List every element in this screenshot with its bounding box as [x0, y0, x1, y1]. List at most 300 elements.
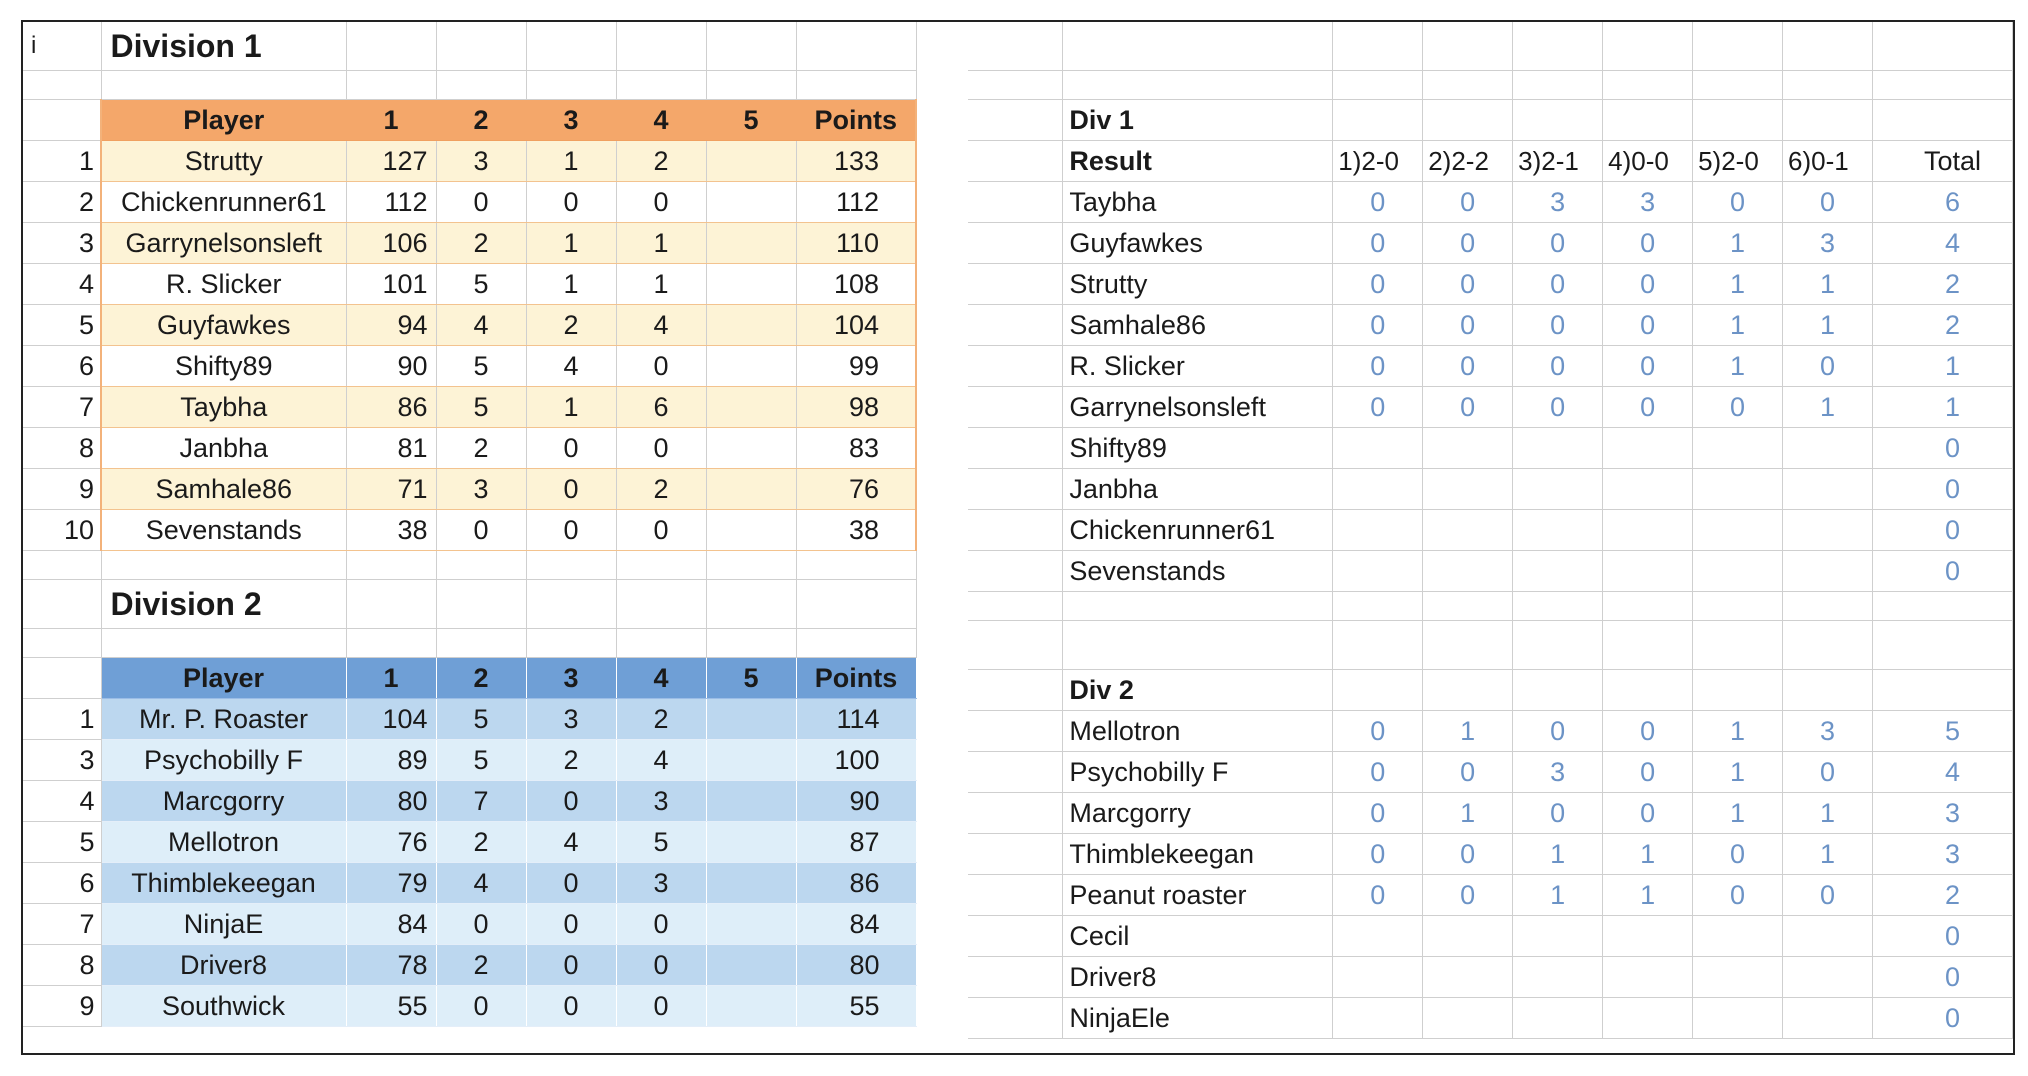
points-cell[interactable]: 83 — [796, 428, 916, 469]
points-cell[interactable]: 104 — [796, 305, 916, 346]
player-name-cell[interactable]: Marcgorry — [1063, 793, 1333, 834]
empty-cell[interactable] — [968, 469, 1063, 510]
empty-cell[interactable] — [1333, 100, 1423, 141]
result-6-cell[interactable]: 1 — [1783, 264, 1873, 305]
round-2-score-cell[interactable]: 0 — [436, 986, 526, 1027]
empty-cell[interactable] — [1063, 621, 1333, 670]
round-1-score-cell[interactable]: 81 — [346, 428, 436, 469]
rank-cell[interactable]: 6 — [23, 863, 101, 904]
result-3-cell[interactable] — [1513, 469, 1603, 510]
result-3-cell[interactable]: 0 — [1513, 711, 1603, 752]
empty-cell[interactable] — [706, 580, 796, 629]
result-1-cell[interactable]: 0 — [1333, 223, 1423, 264]
points-cell[interactable]: 76 — [796, 469, 916, 510]
result-1-cell[interactable] — [1333, 957, 1423, 998]
result-1-cell[interactable] — [1333, 428, 1423, 469]
result-6-cell[interactable] — [1783, 428, 1873, 469]
round-1-score-cell[interactable]: 101 — [346, 264, 436, 305]
round-2-score-cell[interactable]: 5 — [436, 740, 526, 781]
round-4-score-cell[interactable]: 0 — [616, 510, 706, 551]
rank-cell[interactable]: 8 — [23, 945, 101, 986]
round-2-score-cell[interactable]: 4 — [436, 305, 526, 346]
result-1-cell[interactable] — [1333, 510, 1423, 551]
empty-cell[interactable] — [1603, 100, 1693, 141]
empty-cell[interactable] — [968, 875, 1063, 916]
points-cell[interactable]: 133 — [796, 141, 916, 182]
round-5-score-cell[interactable] — [706, 141, 796, 182]
total-cell[interactable]: 2 — [1872, 264, 2012, 305]
total-cell[interactable]: 2 — [1872, 305, 2012, 346]
round-4-score-cell[interactable]: 4 — [616, 305, 706, 346]
result-6-cell[interactable]: 1 — [1783, 305, 1873, 346]
empty-cell[interactable] — [796, 629, 916, 658]
result-1-cell[interactable] — [1333, 998, 1423, 1039]
empty-cell[interactable] — [968, 711, 1063, 752]
round-5-score-cell[interactable] — [706, 781, 796, 822]
points-cell[interactable]: 86 — [796, 863, 916, 904]
round-5-score-cell[interactable] — [706, 863, 796, 904]
round-1-score-cell[interactable]: 104 — [346, 699, 436, 740]
empty-cell[interactable] — [968, 834, 1063, 875]
round-3-score-cell[interactable]: 0 — [526, 945, 616, 986]
result-4-cell[interactable]: 0 — [1603, 752, 1693, 793]
result-1-cell[interactable]: 0 — [1333, 711, 1423, 752]
result-4-cell[interactable] — [1603, 551, 1693, 592]
result-3-cell[interactable]: 0 — [1513, 346, 1603, 387]
empty-cell[interactable] — [968, 998, 1063, 1039]
points-cell[interactable]: 112 — [796, 182, 916, 223]
player-name-cell[interactable]: Strutty — [101, 141, 346, 182]
result-2-cell[interactable]: 0 — [1423, 305, 1513, 346]
total-cell[interactable]: 2 — [1872, 875, 2012, 916]
empty-cell[interactable] — [1783, 71, 1873, 100]
empty-cell[interactable] — [1333, 592, 1423, 621]
player-name-cell[interactable]: Shifty89 — [1063, 428, 1333, 469]
total-cell[interactable]: 0 — [1872, 957, 2012, 998]
empty-cell[interactable] — [1693, 22, 1783, 71]
empty-cell[interactable] — [1872, 621, 2012, 670]
total-cell[interactable]: 6 — [1872, 182, 2012, 223]
result-4-cell[interactable] — [1603, 957, 1693, 998]
result-3-cell[interactable]: 0 — [1513, 387, 1603, 428]
round-5-score-cell[interactable] — [706, 699, 796, 740]
empty-cell[interactable] — [1693, 670, 1783, 711]
result-4-cell[interactable] — [1603, 510, 1693, 551]
points-cell[interactable]: 87 — [796, 822, 916, 863]
round-1-score-cell[interactable]: 80 — [346, 781, 436, 822]
result-5-cell[interactable]: 1 — [1693, 223, 1783, 264]
result-6-cell[interactable]: 1 — [1783, 834, 1873, 875]
empty-cell[interactable] — [1603, 71, 1693, 100]
round-1-score-cell[interactable]: 55 — [346, 986, 436, 1027]
player-name-cell[interactable]: Taybha — [1063, 182, 1333, 223]
result-4-cell[interactable]: 0 — [1603, 711, 1693, 752]
result-3-cell[interactable]: 0 — [1513, 305, 1603, 346]
result-2-cell[interactable]: 1 — [1423, 711, 1513, 752]
result-4-cell[interactable]: 1 — [1603, 875, 1693, 916]
result-2-cell[interactable] — [1423, 998, 1513, 1039]
round-3-score-cell[interactable]: 2 — [526, 740, 616, 781]
empty-cell[interactable] — [1783, 22, 1873, 71]
round-5-score-cell[interactable] — [706, 428, 796, 469]
round-4-score-cell[interactable]: 0 — [616, 182, 706, 223]
result-5-cell[interactable] — [1693, 510, 1783, 551]
player-name-cell[interactable]: Thimblekeegan — [101, 863, 346, 904]
result-1-cell[interactable]: 0 — [1333, 305, 1423, 346]
empty-cell[interactable] — [23, 100, 101, 141]
result-5-cell[interactable]: 1 — [1693, 264, 1783, 305]
round-4-score-cell[interactable]: 0 — [616, 346, 706, 387]
total-cell[interactable]: 1 — [1872, 346, 2012, 387]
empty-cell[interactable] — [968, 551, 1063, 592]
result-3-cell[interactable]: 0 — [1513, 264, 1603, 305]
rank-cell[interactable]: 3 — [23, 223, 101, 264]
empty-cell[interactable] — [968, 670, 1063, 711]
empty-cell[interactable] — [346, 22, 436, 71]
empty-cell[interactable] — [968, 592, 1063, 621]
empty-cell[interactable] — [1603, 621, 1693, 670]
result-1-cell[interactable]: 0 — [1333, 793, 1423, 834]
result-1-cell[interactable] — [1333, 916, 1423, 957]
round-3-score-cell[interactable]: 0 — [526, 469, 616, 510]
result-3-cell[interactable]: 0 — [1513, 793, 1603, 834]
round-4-score-cell[interactable]: 3 — [616, 863, 706, 904]
empty-cell[interactable] — [1872, 71, 2012, 100]
total-cell[interactable]: 4 — [1872, 752, 2012, 793]
empty-cell[interactable] — [1872, 100, 2012, 141]
round-1-score-cell[interactable]: 84 — [346, 904, 436, 945]
result-4-cell[interactable] — [1603, 428, 1693, 469]
empty-cell[interactable] — [1423, 22, 1513, 71]
rank-cell[interactable]: 10 — [23, 510, 101, 551]
empty-cell[interactable] — [101, 71, 346, 100]
result-5-cell[interactable]: 1 — [1693, 793, 1783, 834]
empty-cell[interactable] — [1513, 670, 1603, 711]
player-name-cell[interactable]: NinjaEle — [1063, 998, 1333, 1039]
empty-cell[interactable] — [1513, 22, 1603, 71]
result-4-cell[interactable] — [1603, 998, 1693, 1039]
empty-cell[interactable] — [436, 629, 526, 658]
round-5-score-cell[interactable] — [706, 264, 796, 305]
result-1-cell[interactable] — [1333, 469, 1423, 510]
result-2-cell[interactable]: 0 — [1423, 834, 1513, 875]
empty-cell[interactable] — [616, 551, 706, 580]
round-3-score-cell[interactable]: 0 — [526, 428, 616, 469]
result-4-cell[interactable] — [1603, 916, 1693, 957]
result-3-cell[interactable] — [1513, 957, 1603, 998]
player-name-cell[interactable]: Janbha — [1063, 469, 1333, 510]
result-5-cell[interactable] — [1693, 916, 1783, 957]
result-6-cell[interactable]: 0 — [1783, 182, 1873, 223]
round-3-score-cell[interactable]: 0 — [526, 510, 616, 551]
empty-cell[interactable] — [1063, 71, 1333, 100]
round-2-score-cell[interactable]: 7 — [436, 781, 526, 822]
result-4-cell[interactable]: 1 — [1603, 834, 1693, 875]
result-5-cell[interactable]: 1 — [1693, 346, 1783, 387]
empty-cell[interactable] — [796, 22, 916, 71]
empty-cell[interactable] — [526, 629, 616, 658]
empty-cell[interactable] — [1872, 670, 2012, 711]
round-4-score-cell[interactable]: 2 — [616, 141, 706, 182]
empty-cell[interactable] — [1872, 592, 2012, 621]
points-cell[interactable]: 110 — [796, 223, 916, 264]
result-4-cell[interactable]: 0 — [1603, 223, 1693, 264]
player-name-cell[interactable]: Psychobilly F — [101, 740, 346, 781]
result-5-cell[interactable] — [1693, 551, 1783, 592]
round-2-score-cell[interactable]: 0 — [436, 510, 526, 551]
result-2-cell[interactable]: 0 — [1423, 182, 1513, 223]
result-4-cell[interactable]: 0 — [1603, 387, 1693, 428]
empty-cell[interactable] — [1513, 592, 1603, 621]
result-2-cell[interactable] — [1423, 551, 1513, 592]
round-2-score-cell[interactable]: 5 — [436, 346, 526, 387]
empty-cell[interactable] — [1872, 22, 2012, 71]
points-cell[interactable]: 80 — [796, 945, 916, 986]
empty-cell[interactable] — [968, 22, 1063, 71]
result-3-cell[interactable]: 3 — [1513, 752, 1603, 793]
empty-cell[interactable] — [706, 22, 796, 71]
result-6-cell[interactable]: 0 — [1783, 346, 1873, 387]
rank-cell[interactable]: 5 — [23, 305, 101, 346]
round-4-score-cell[interactable]: 0 — [616, 986, 706, 1027]
empty-cell[interactable] — [526, 71, 616, 100]
result-6-cell[interactable] — [1783, 510, 1873, 551]
round-3-score-cell[interactable]: 0 — [526, 986, 616, 1027]
round-4-score-cell[interactable]: 6 — [616, 387, 706, 428]
player-name-cell[interactable]: R. Slicker — [101, 264, 346, 305]
result-1-cell[interactable]: 0 — [1333, 387, 1423, 428]
total-cell[interactable]: 4 — [1872, 223, 2012, 264]
round-2-score-cell[interactable]: 5 — [436, 264, 526, 305]
result-3-cell[interactable]: 1 — [1513, 875, 1603, 916]
empty-cell[interactable] — [436, 580, 526, 629]
round-1-score-cell[interactable]: 86 — [346, 387, 436, 428]
result-5-cell[interactable]: 0 — [1693, 387, 1783, 428]
total-cell[interactable]: 0 — [1872, 551, 2012, 592]
round-3-score-cell[interactable]: 4 — [526, 822, 616, 863]
player-name-cell[interactable]: Sevenstands — [1063, 551, 1333, 592]
round-3-score-cell[interactable]: 0 — [526, 904, 616, 945]
round-2-score-cell[interactable]: 5 — [436, 699, 526, 740]
result-1-cell[interactable]: 0 — [1333, 182, 1423, 223]
round-3-score-cell[interactable]: 1 — [526, 223, 616, 264]
empty-cell[interactable] — [968, 71, 1063, 100]
result-6-cell[interactable] — [1783, 469, 1873, 510]
empty-cell[interactable] — [23, 629, 101, 658]
empty-cell[interactable] — [526, 22, 616, 71]
result-6-cell[interactable]: 3 — [1783, 223, 1873, 264]
rank-cell[interactable]: 5 — [23, 822, 101, 863]
result-1-cell[interactable]: 0 — [1333, 834, 1423, 875]
player-name-cell[interactable]: Southwick — [101, 986, 346, 1027]
round-1-score-cell[interactable]: 94 — [346, 305, 436, 346]
empty-cell[interactable] — [1423, 71, 1513, 100]
rank-cell[interactable]: 7 — [23, 387, 101, 428]
result-3-cell[interactable] — [1513, 998, 1603, 1039]
total-cell[interactable]: 0 — [1872, 998, 2012, 1039]
result-4-cell[interactable]: 0 — [1603, 264, 1693, 305]
empty-cell[interactable] — [346, 551, 436, 580]
round-3-score-cell[interactable]: 4 — [526, 346, 616, 387]
total-cell[interactable]: 0 — [1872, 510, 2012, 551]
empty-cell[interactable] — [616, 22, 706, 71]
round-1-score-cell[interactable]: 89 — [346, 740, 436, 781]
points-cell[interactable]: 114 — [796, 699, 916, 740]
points-cell[interactable]: 90 — [796, 781, 916, 822]
result-5-cell[interactable] — [1693, 957, 1783, 998]
round-4-score-cell[interactable]: 0 — [616, 945, 706, 986]
empty-cell[interactable] — [796, 580, 916, 629]
round-5-score-cell[interactable] — [706, 986, 796, 1027]
result-5-cell[interactable]: 1 — [1693, 752, 1783, 793]
player-name-cell[interactable]: Driver8 — [1063, 957, 1333, 998]
round-1-score-cell[interactable]: 90 — [346, 346, 436, 387]
empty-cell[interactable] — [1603, 592, 1693, 621]
result-5-cell[interactable] — [1693, 469, 1783, 510]
result-1-cell[interactable]: 0 — [1333, 875, 1423, 916]
result-2-cell[interactable]: 0 — [1423, 346, 1513, 387]
empty-cell[interactable] — [706, 629, 796, 658]
result-6-cell[interactable] — [1783, 551, 1873, 592]
empty-cell[interactable] — [526, 551, 616, 580]
empty-cell[interactable] — [968, 387, 1063, 428]
empty-cell[interactable] — [346, 580, 436, 629]
empty-cell[interactable] — [968, 182, 1063, 223]
player-name-cell[interactable]: Guyfawkes — [101, 305, 346, 346]
result-5-cell[interactable] — [1693, 428, 1783, 469]
player-name-cell[interactable]: Samhale86 — [101, 469, 346, 510]
empty-cell[interactable] — [1603, 670, 1693, 711]
total-cell[interactable]: 3 — [1872, 834, 2012, 875]
result-3-cell[interactable] — [1513, 510, 1603, 551]
empty-cell[interactable] — [1783, 621, 1873, 670]
round-2-score-cell[interactable]: 5 — [436, 387, 526, 428]
rank-cell[interactable]: 4 — [23, 264, 101, 305]
result-1-cell[interactable]: 0 — [1333, 264, 1423, 305]
result-2-cell[interactable] — [1423, 510, 1513, 551]
empty-cell[interactable] — [968, 305, 1063, 346]
round-3-score-cell[interactable]: 0 — [526, 182, 616, 223]
round-5-score-cell[interactable] — [706, 469, 796, 510]
result-2-cell[interactable] — [1423, 428, 1513, 469]
corner-mark[interactable]: i — [23, 22, 101, 71]
rank-cell[interactable]: 9 — [23, 986, 101, 1027]
player-name-cell[interactable]: Garrynelsonsleft — [101, 223, 346, 264]
empty-cell[interactable] — [1513, 100, 1603, 141]
round-4-score-cell[interactable]: 3 — [616, 781, 706, 822]
round-4-score-cell[interactable]: 1 — [616, 264, 706, 305]
rank-cell[interactable]: 8 — [23, 428, 101, 469]
empty-cell[interactable] — [1333, 71, 1423, 100]
round-1-score-cell[interactable]: 38 — [346, 510, 436, 551]
round-3-score-cell[interactable]: 0 — [526, 781, 616, 822]
rank-cell[interactable]: 4 — [23, 781, 101, 822]
round-5-score-cell[interactable] — [706, 740, 796, 781]
total-cell[interactable]: 3 — [1872, 793, 2012, 834]
round-4-score-cell[interactable]: 0 — [616, 904, 706, 945]
player-name-cell[interactable]: NinjaE — [101, 904, 346, 945]
result-2-cell[interactable]: 0 — [1423, 264, 1513, 305]
total-cell[interactable]: 0 — [1872, 428, 2012, 469]
empty-cell[interactable] — [23, 71, 101, 100]
player-name-cell[interactable]: Mellotron — [101, 822, 346, 863]
result-3-cell[interactable] — [1513, 551, 1603, 592]
result-2-cell[interactable] — [1423, 916, 1513, 957]
empty-cell[interactable] — [1513, 621, 1603, 670]
points-cell[interactable]: 38 — [796, 510, 916, 551]
empty-cell[interactable] — [23, 551, 101, 580]
result-2-cell[interactable]: 0 — [1423, 223, 1513, 264]
result-2-cell[interactable] — [1423, 469, 1513, 510]
points-cell[interactable]: 108 — [796, 264, 916, 305]
empty-cell[interactable] — [968, 223, 1063, 264]
round-5-score-cell[interactable] — [706, 182, 796, 223]
empty-cell[interactable] — [23, 580, 101, 629]
round-2-score-cell[interactable]: 0 — [436, 182, 526, 223]
round-1-score-cell[interactable]: 106 — [346, 223, 436, 264]
points-cell[interactable]: 100 — [796, 740, 916, 781]
round-4-score-cell[interactable]: 4 — [616, 740, 706, 781]
rank-cell[interactable]: 2 — [23, 182, 101, 223]
empty-cell[interactable] — [968, 916, 1063, 957]
round-4-score-cell[interactable]: 5 — [616, 822, 706, 863]
result-6-cell[interactable] — [1783, 957, 1873, 998]
round-5-score-cell[interactable] — [706, 305, 796, 346]
empty-cell[interactable] — [1783, 670, 1873, 711]
empty-cell[interactable] — [616, 580, 706, 629]
round-1-score-cell[interactable]: 79 — [346, 863, 436, 904]
result-2-cell[interactable]: 0 — [1423, 387, 1513, 428]
result-4-cell[interactable] — [1603, 469, 1693, 510]
result-6-cell[interactable]: 3 — [1783, 711, 1873, 752]
result-1-cell[interactable]: 0 — [1333, 346, 1423, 387]
empty-cell[interactable] — [101, 551, 346, 580]
result-3-cell[interactable] — [1513, 916, 1603, 957]
empty-cell[interactable] — [1423, 100, 1513, 141]
result-5-cell[interactable]: 1 — [1693, 711, 1783, 752]
result-2-cell[interactable]: 1 — [1423, 793, 1513, 834]
round-1-score-cell[interactable]: 127 — [346, 141, 436, 182]
player-name-cell[interactable]: Chickenrunner61 — [1063, 510, 1333, 551]
empty-cell[interactable] — [968, 957, 1063, 998]
player-name-cell[interactable]: Psychobilly F — [1063, 752, 1333, 793]
empty-cell[interactable] — [101, 629, 346, 658]
player-name-cell[interactable]: Garrynelsonsleft — [1063, 387, 1333, 428]
empty-cell[interactable] — [1783, 100, 1873, 141]
empty-cell[interactable] — [968, 141, 1063, 182]
player-name-cell[interactable]: Strutty — [1063, 264, 1333, 305]
empty-cell[interactable] — [1513, 71, 1603, 100]
round-2-score-cell[interactable]: 2 — [436, 822, 526, 863]
round-3-score-cell[interactable]: 1 — [526, 264, 616, 305]
result-3-cell[interactable]: 3 — [1513, 182, 1603, 223]
empty-cell[interactable] — [968, 510, 1063, 551]
result-6-cell[interactable] — [1783, 998, 1873, 1039]
empty-cell[interactable] — [1603, 22, 1693, 71]
empty-cell[interactable] — [968, 793, 1063, 834]
round-4-score-cell[interactable]: 0 — [616, 428, 706, 469]
result-6-cell[interactable] — [1783, 916, 1873, 957]
empty-cell[interactable] — [968, 621, 1063, 670]
empty-cell[interactable] — [436, 551, 526, 580]
total-cell[interactable]: 0 — [1872, 469, 2012, 510]
total-cell[interactable]: 1 — [1872, 387, 2012, 428]
points-cell[interactable]: 55 — [796, 986, 916, 1027]
player-name-cell[interactable]: Peanut roaster — [1063, 875, 1333, 916]
empty-cell[interactable] — [346, 71, 436, 100]
result-6-cell[interactable]: 1 — [1783, 387, 1873, 428]
round-3-score-cell[interactable]: 3 — [526, 699, 616, 740]
